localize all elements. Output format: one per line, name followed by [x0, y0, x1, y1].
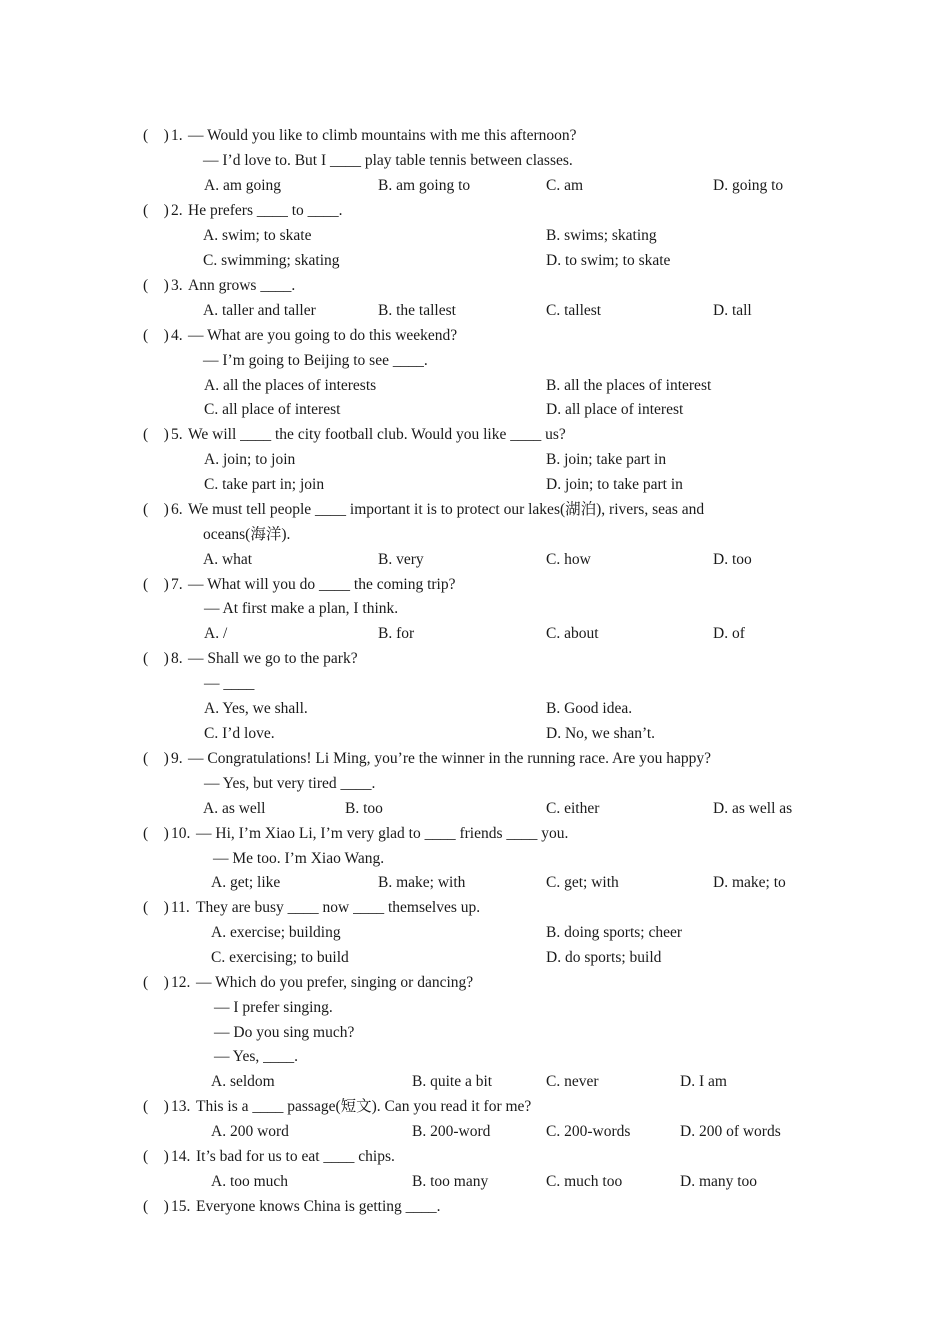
question-number: 9.: [171, 750, 183, 767]
option-b: B. swims; skating: [546, 227, 657, 244]
question-stem: This is a ____ passage(短文). Can you read it for me?: [196, 1098, 532, 1115]
option-c: C. all place of interest: [204, 401, 341, 418]
question-stem: — What will you do ____ the coming trip?: [188, 576, 456, 593]
answer-parentheses: ( ): [143, 501, 169, 518]
answer-parentheses: ( ): [143, 1198, 169, 1215]
answer-parentheses: ( ): [143, 974, 169, 991]
option-b: B. Good idea.: [546, 700, 633, 717]
question-line: — I prefer singing.: [214, 999, 333, 1016]
option-d: D. tall: [713, 302, 752, 319]
question-line: — I’m going to Beijing to see ____.: [203, 352, 428, 369]
option-c: C. I’d love.: [204, 725, 275, 742]
option-d: D. to swim; to skate: [546, 252, 671, 269]
option-b: B. make; with: [378, 874, 466, 891]
question-number: 8.: [171, 650, 183, 667]
option-b: B. am going to: [378, 177, 471, 194]
question-number: 4.: [171, 327, 183, 344]
option-b: B. all the places of interest: [546, 377, 712, 394]
option-a: A. exercise; building: [211, 924, 341, 941]
answer-parentheses: ( ): [143, 1098, 169, 1115]
option-d: D. as well as: [713, 800, 793, 817]
answer-parentheses: ( ): [143, 127, 169, 144]
answer-parentheses: ( ): [143, 750, 169, 767]
question-stem: Everyone knows China is getting ____.: [196, 1198, 441, 1215]
answer-parentheses: ( ): [143, 576, 169, 593]
option-a: A. get; like: [211, 874, 281, 891]
option-c: C. never: [546, 1073, 599, 1090]
option-a: A. seldom: [211, 1073, 275, 1090]
question-stem: — Which do you prefer, singing or dancing?: [196, 974, 474, 991]
question-stem: We must tell people ____ important it is to protect our lakes(湖泊), rivers, seas and: [188, 501, 705, 518]
question-stem: — Hi, I’m Xiao Li, I’m very glad to ____ friends ____ you.: [196, 825, 569, 842]
option-d: D. do sports; build: [546, 949, 662, 966]
option-d: D. make; to: [713, 874, 786, 891]
option-b: B. join; take part in: [546, 451, 667, 468]
option-a: A. swim; to skate: [203, 227, 312, 244]
answer-parentheses: ( ): [143, 1148, 169, 1165]
option-b: B. quite a bit: [412, 1073, 493, 1090]
question-number: 11.: [171, 899, 190, 916]
question-stem: — Would you like to climb mountains with me this afternoon?: [188, 127, 577, 144]
question-stem: Ann grows ____.: [188, 277, 296, 294]
question-line: — Yes, ____.: [214, 1048, 298, 1065]
question-stem: — What are you going to do this weekend?: [188, 327, 458, 344]
answer-parentheses: ( ): [143, 426, 169, 443]
answer-parentheses: ( ): [143, 202, 169, 219]
option-b: B. too many: [412, 1173, 489, 1190]
option-c: C. either: [546, 800, 600, 817]
question-line: — I’d love to. But I ____ play table tennis between classes.: [203, 152, 573, 169]
question-number: 1.: [171, 127, 183, 144]
question-number: 3.: [171, 277, 183, 294]
option-c: C. take part in; join: [204, 476, 325, 493]
option-d: D. all place of interest: [546, 401, 684, 418]
answer-parentheses: ( ): [143, 650, 169, 667]
question-stem: — Congratulations! Li Ming, you’re the winner in the running race. Are you happy?: [188, 750, 711, 767]
option-a: A. 200 word: [211, 1123, 289, 1140]
option-c: C. am: [546, 177, 584, 194]
answer-parentheses: ( ): [143, 327, 169, 344]
option-d: D. going to: [713, 177, 784, 194]
question-number: 14.: [171, 1148, 191, 1165]
option-c: C. get; with: [546, 874, 619, 891]
question-number: 10.: [171, 825, 191, 842]
option-b: B. too: [345, 800, 383, 817]
option-a: A. what: [203, 551, 253, 568]
question-line: — At first make a plan, I think.: [204, 600, 399, 617]
question-line: oceans(海洋).: [203, 526, 291, 543]
option-d: D. No, we shan’t.: [546, 725, 656, 742]
option-a: A. /: [204, 625, 228, 642]
option-d: D. join; to take part in: [546, 476, 683, 493]
option-c: C. exercising; to build: [211, 949, 349, 966]
option-a: A. all the places of interests: [204, 377, 377, 394]
option-c: C. much too: [546, 1173, 623, 1190]
option-d: D. of: [713, 625, 745, 642]
answer-parentheses: ( ): [143, 825, 169, 842]
option-c: C. tallest: [546, 302, 602, 319]
question-number: 15.: [171, 1198, 191, 1215]
question-line: — Do you sing much?: [214, 1024, 355, 1041]
question-number: 5.: [171, 426, 183, 443]
option-c: C. 200-words: [546, 1123, 631, 1140]
question-line: — Yes, but very tired ____.: [204, 775, 376, 792]
question-stem: — Shall we go to the park?: [188, 650, 358, 667]
question-number: 2.: [171, 202, 183, 219]
option-d: D. too: [713, 551, 752, 568]
question-stem: It’s bad for us to eat ____ chips.: [196, 1148, 395, 1165]
option-a: A. as well: [203, 800, 266, 817]
option-c: C. how: [546, 551, 591, 568]
option-b: B. 200-word: [412, 1123, 491, 1140]
option-d: D. many too: [680, 1173, 758, 1190]
question-stem: He prefers ____ to ____.: [188, 202, 343, 219]
option-a: A. join; to join: [204, 451, 296, 468]
option-d: D. I am: [680, 1073, 727, 1090]
answer-parentheses: ( ): [143, 277, 169, 294]
option-b: B. very: [378, 551, 424, 568]
option-b: B. doing sports; cheer: [546, 924, 683, 941]
question-line: — ____: [204, 675, 255, 692]
question-number: 13.: [171, 1098, 191, 1115]
option-a: A. taller and taller: [203, 302, 316, 319]
question-line: — Me too. I’m Xiao Wang.: [213, 850, 385, 867]
option-a: A. am going: [204, 177, 282, 194]
option-b: B. the tallest: [378, 302, 456, 319]
option-d: D. 200 of words: [680, 1123, 781, 1140]
question-stem: We will ____ the city football club. Would you like ____ us?: [188, 426, 566, 443]
question-number: 12.: [171, 974, 191, 991]
question-stem: They are busy ____ now ____ themselves up.: [196, 899, 481, 916]
option-b: B. for: [378, 625, 415, 642]
question-number: 6.: [171, 501, 183, 518]
question-number: 7.: [171, 576, 183, 593]
option-a: A. too much: [211, 1173, 289, 1190]
option-a: A. Yes, we shall.: [204, 700, 308, 717]
answer-parentheses: ( ): [143, 899, 169, 916]
option-c: C. swimming; skating: [203, 252, 340, 269]
option-c: C. about: [546, 625, 599, 642]
